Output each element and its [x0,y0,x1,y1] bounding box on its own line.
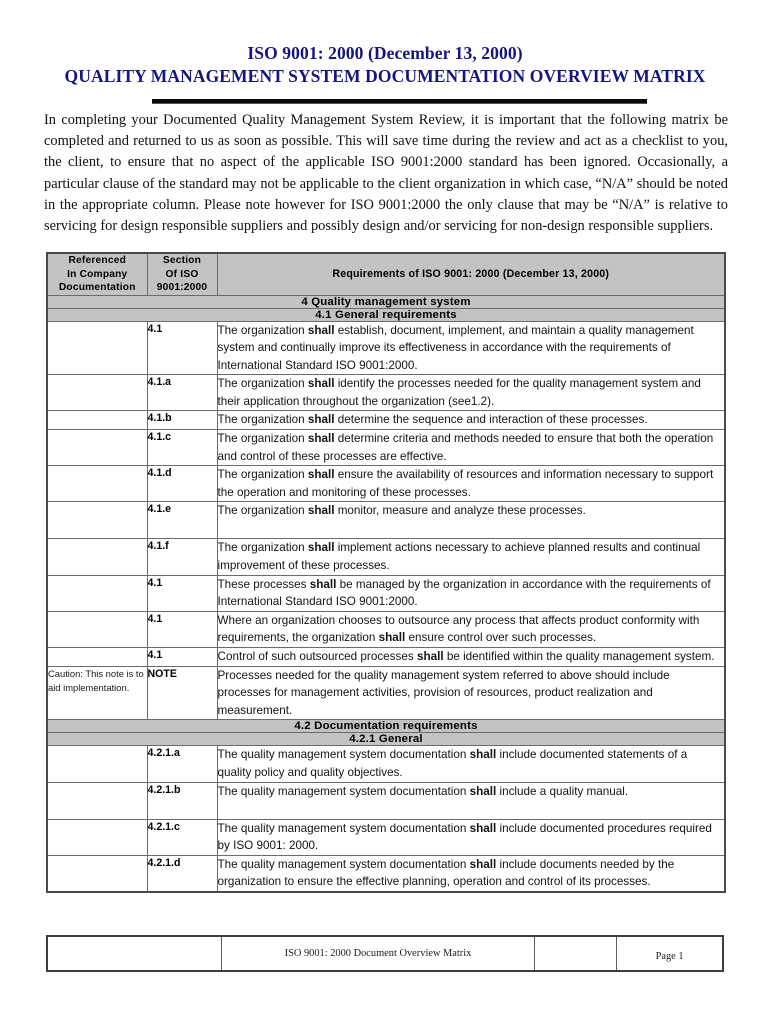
requirement-text-post: include a quality manual. [496,784,629,798]
requirement-text-pre: Where an organization chooses to outsource any process that affects product conformity with requirements, the organization [217,613,700,645]
section-band-4: 4 Quality management system [47,295,725,308]
table-row [47,539,725,575]
table-row [47,648,725,667]
header-text-line1: Referenced [68,255,126,266]
requirement-text-post: be managed by the organization in accordance with the requirements of International Standard ISO 9001:2000. [217,577,711,609]
header-text-line3: 9001:2000 [156,282,208,293]
table-row [47,430,725,466]
footer-cell-left [47,936,222,971]
cell-requirement-text: Processes needed for the quality management system referred to above should include processes for management activities, provision of resources, product realization and measurement. [217,666,725,720]
table-row [47,502,725,539]
table-row [47,375,725,411]
cell-iso-section: 4.1.d [147,466,217,502]
cell-referenced-documentation[interactable] [47,648,147,667]
table-row [47,819,725,855]
footer-row [47,936,723,971]
cell-iso-section: 4.1 [147,611,217,647]
requirement-text-post: determine the sequence and interaction of these processes. [334,413,648,427]
requirement-keyword-shall: shall [307,377,335,391]
page-footer [46,935,724,972]
requirement-keyword-shall: shall [416,650,444,663]
cell-iso-section: 4.1.c [147,430,217,466]
footer-cell-spacer [534,936,616,971]
cell-referenced-documentation[interactable] [47,502,147,539]
table-row [47,611,725,647]
cell-iso-section: NOTE [147,666,217,720]
cell-referenced-documentation[interactable] [47,430,147,466]
column-header-referenced [47,253,147,295]
matrix-body [47,295,725,892]
column-header-section [147,253,217,295]
cell-requirement-text [217,539,725,575]
requirement-text-pre: The organization [217,413,308,427]
requirement-text-post: include documented procedures required by ISO 9001: 2000. [217,821,712,853]
cell-requirement-text [217,746,725,782]
document-title [40,42,730,88]
title-line-primary: ISO 9001: 2000 (December 13, 2000) [247,43,523,63]
requirement-text-post: determine criteria and methods needed to ensure that both the operation and control of these processes are effective. [217,432,714,463]
cell-referenced-documentation[interactable] [47,411,147,430]
requirement-text-pre: The quality management system documentation [217,748,470,762]
cell-requirement-text [217,782,725,819]
requirement-keyword-shall: shall [307,468,335,482]
cell-referenced-documentation[interactable] [47,375,147,411]
requirement-keyword-shall: shall [307,541,335,555]
cell-referenced-documentation[interactable] [47,539,147,575]
cell-referenced-documentation[interactable] [47,855,147,892]
requirement-keyword-shall: shall [307,413,335,427]
table-row [47,321,725,375]
requirement-text-pre: The organization [217,432,308,446]
requirement-text-pre: The organization [217,323,308,337]
footer-table [46,935,724,972]
requirement-keyword-shall: shall [307,432,335,446]
cell-iso-section: 4.1 [147,648,217,667]
requirement-text-pre: The quality management system documentation [217,784,470,798]
footer-cell-title: ISO 9001: 2000 Document Overview Matrix [222,936,535,971]
requirement-text-pre: These processes [217,577,310,591]
cell-requirement-text [217,502,725,539]
cell-iso-section: 4.1.f [147,539,217,575]
header-text-line1: Section [162,255,202,266]
cell-requirement-text [217,375,725,411]
requirement-text-post: monitor, measure and analyze these processes. [334,504,586,518]
requirement-keyword-shall: shall [378,631,406,645]
cell-requirement-text [217,430,725,466]
column-header-requirements: Requirements of ISO 9001: 2000 (December 13, 2000) [217,253,725,295]
requirement-keyword-shall: shall [469,784,497,798]
table-row [47,782,725,819]
requirement-text-pre: The organization [217,468,308,482]
cell-requirement-text [217,411,725,430]
cell-iso-section: 4.1 [147,575,217,611]
section-band-row [47,733,725,746]
section-band-4-2-1: 4.2.1 General [47,733,725,746]
requirement-text-post: ensure the availability of resources and information necessary to support the operation and monitoring of these processes. [217,468,714,499]
requirement-text-post: ensure control over such processes. [405,631,597,645]
matrix-header-row [47,253,725,295]
cell-requirement-text [217,321,725,375]
cell-iso-section: 4.2.1.d [147,855,217,892]
requirement-text-pre: The organization [217,504,308,518]
requirement-keyword-shall: shall [307,323,335,337]
cell-referenced-documentation[interactable] [47,782,147,819]
cell-requirement-text [217,466,725,502]
requirement-keyword-shall: shall [469,748,497,762]
cell-referenced-documentation[interactable] [47,575,147,611]
table-row [47,666,725,720]
requirement-keyword-shall: shall [469,857,497,871]
requirement-text-pre: The organization [217,541,308,555]
cell-requirement-text [217,648,725,667]
intro-paragraph: In completing your Documented Quality Management System Review, it is important that the following matrix be completed and returned to us as soon as possible. This will save time during the review and act as a checklist to you, the client, to ensure that no aspect of the applicable ISO 9001:2000 standard has been ignored. Occasionally, a particular clause of the standard may not be applicable to the client organization in which case, “N/A” should be noted in the appropriate column. Please note however for ISO 9001:2000 the only clause that may be “N/A” is relative to servicing for design responsible suppliers and possibly design and/or servicing for non-design responsible suppliers. [44,112,728,235]
cell-requirement-text [217,611,725,647]
requirement-keyword-shall: shall [469,821,497,835]
cell-iso-section: 4.1 [147,321,217,375]
table-row [47,575,725,611]
requirement-keyword-shall: shall [309,577,337,591]
section-band-4-1: 4.1 General requirements [47,308,725,321]
requirement-text-post: include documents needed by the organization to ensure the effective planning, operation and control of its processes. [217,857,675,889]
header-text-line3: Documentation [58,282,136,293]
title-divider-rule [152,99,647,104]
cell-referenced-documentation[interactable] [47,611,147,647]
cell-requirement-text [217,855,725,892]
section-band-row [47,308,725,321]
footer-cell-page-number: Page 1 [617,936,723,971]
requirement-text-pre: Control of such outsourced processes [217,650,417,663]
cell-requirement-text [217,575,725,611]
requirement-text-post: include documented statements of a quality policy and quality objectives. [217,748,688,779]
table-row [47,466,725,502]
section-band-row [47,720,725,733]
requirement-text-pre: The organization [217,377,308,391]
requirement-text-post: be identified within the quality management system. [443,650,715,663]
cell-iso-section: 4.1.a [147,375,217,411]
requirement-text-pre: The quality management system documentation [217,857,470,871]
requirements-matrix [46,252,724,893]
cell-requirement-text [217,819,725,855]
requirement-keyword-shall: shall [307,504,335,518]
section-band-4-2: 4.2 Documentation requirements [47,720,725,733]
section-band-row [47,295,725,308]
matrix-table [46,252,726,893]
title-line-secondary: QUALITY MANAGEMENT SYSTEM DOCUMENTATION OVERVIEW MATRIX [64,66,706,86]
cell-referenced-documentation[interactable] [47,466,147,502]
table-row [47,746,725,782]
requirement-text-post: implement actions necessary to achieve planned results and continual improvement of these processes. [217,541,701,573]
cell-iso-section: 4.1.e [147,502,217,539]
cell-iso-section: 4.2.1.a [147,746,217,782]
cell-iso-section: 4.2.1.c [147,819,217,855]
table-row [47,411,725,430]
header-text-line2: In Company [67,268,128,280]
cell-referenced-documentation[interactable] [47,819,147,855]
cell-iso-section: 4.1.b [147,411,217,430]
cell-referenced-documentation[interactable] [47,321,147,375]
cell-iso-section: 4.2.1.b [147,782,217,819]
requirement-text-post: establish, document, implement, and maintain a quality management system and continually improve its effectiveness in accordance with the requirements of International Standard ISO 9001:2000. [217,323,694,372]
requirement-text-pre: The quality management system documentation [217,821,470,835]
table-row [47,855,725,892]
cell-referenced-documentation[interactable]: Caution: This note is to aid implementation. [47,666,147,720]
cell-referenced-documentation[interactable] [47,746,147,782]
requirement-text-post: identify the processes needed for the quality management system and their application throughout the organization (see1.2). [217,377,701,408]
header-text-line2: Of ISO [165,268,199,280]
